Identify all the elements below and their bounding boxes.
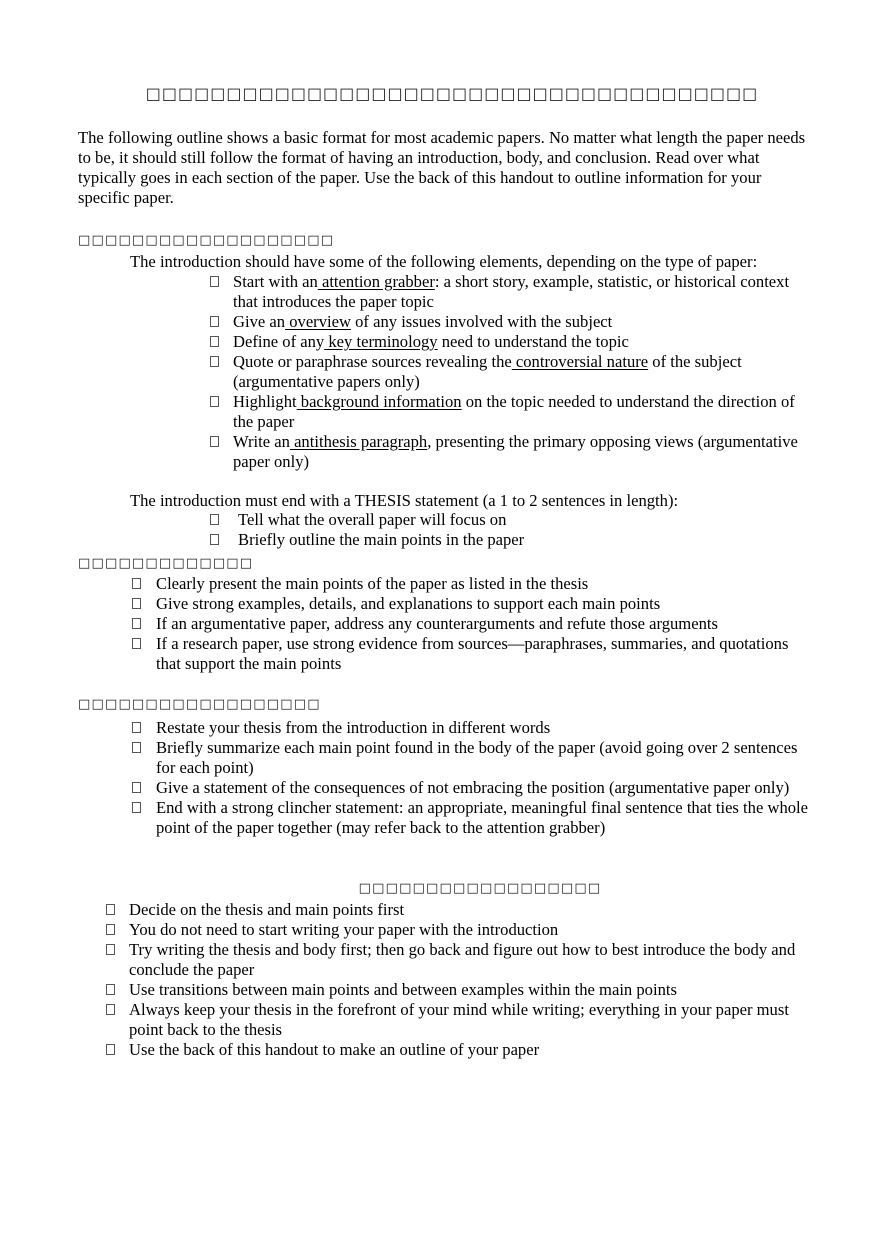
list-item: Briefly outline the main points in the paper (210, 530, 810, 550)
tips-list (106, 900, 806, 1060)
checkbox-icon (210, 336, 219, 347)
list-item: Restate your thesis from the introduction in different words (132, 718, 812, 738)
checkbox-icon (132, 722, 141, 733)
key-term: controversial nature (511, 352, 649, 371)
body-heading: □□□□□□□□□□□□□ (78, 556, 254, 571)
list-item: Always keep your thesis in the forefront of your mind while writing; everything in your paper must point back to the thesis (106, 1000, 806, 1040)
checkbox-icon (210, 396, 219, 407)
thesis-lead: The introduction must end with a THESIS statement (a 1 to 2 sentences in length): (130, 491, 679, 510)
intro-paragraph: The following outline shows a basic format for most academic papers. No matter what length the paper needs to be, it should still follow the format of having an introduction, body, and conclusion. Read over what typically goes in each section of the paper. Use the back of this handout to outline information for your specific paper. (78, 128, 806, 207)
checkbox-icon (132, 578, 141, 589)
list-item: Try writing the thesis and body first; then go back and figure out how to best introduce the body and conclude the paper (106, 940, 806, 980)
checkbox-icon (210, 514, 219, 525)
list-item: Use transitions between main points and between examples within the main points (106, 980, 806, 1000)
thesis-list (210, 510, 810, 550)
checkbox-icon (210, 356, 219, 367)
checkbox-icon (106, 1004, 115, 1015)
checkbox-icon (210, 316, 219, 327)
list-item: Quote or paraphrase sources revealing the controversial nature of the subject (argumentative papers only) (210, 352, 810, 392)
list-item: Highlight background information on the topic needed to understand the direction of the paper (210, 392, 810, 432)
conclusion-list (132, 718, 812, 838)
checkbox-icon (132, 618, 141, 629)
key-term: attention grabber (317, 272, 435, 291)
list-item: Give a statement of the consequences of not embracing the position (argumentative paper only) (132, 778, 812, 798)
list-item: Briefly summarize each main point found in the body of the paper (avoid going over 2 sentences for each point) (132, 738, 812, 778)
introduction-heading: □□□□□□□□□□□□□□□□□□□ (78, 233, 335, 248)
introduction-lead: The introduction should have some of the following elements, depending on the type of paper: (130, 252, 758, 271)
list-item: Decide on the thesis and main points first (106, 900, 806, 920)
key-term: antithesis paragraph (289, 432, 428, 451)
list-item: End with a strong clincher statement: an appropriate, meaningful final sentence that ties the whole point of the paper together (may refer back to the attention grabber) (132, 798, 812, 838)
list-item: Clearly present the main points of the paper as listed in the thesis (132, 574, 812, 594)
checkbox-icon (106, 924, 115, 935)
checkbox-icon (132, 782, 141, 793)
list-item: Use the back of this handout to make an outline of your paper (106, 1040, 806, 1060)
key-term: overview (285, 312, 351, 331)
list-item: You do not need to start writing your paper with the introduction (106, 920, 806, 940)
list-item: Define of any key terminology need to understand the topic (210, 332, 810, 352)
list-item: Start with an attention grabber: a short story, example, statistic, or historical context that introduces the paper topic (210, 272, 810, 312)
checkbox-icon (106, 984, 115, 995)
list-item: Write an antithesis paragraph, presenting the primary opposing views (argumentative paper only) (210, 432, 810, 472)
conclusion-heading: □□□□□□□□□□□□□□□□□□ (78, 697, 321, 712)
page-title: □□□□□□□□□□□□□□□□□□□□□□□□□□□□□□□□□□□□□□ (145, 84, 759, 103)
list-item: Tell what the overall paper will focus on (210, 510, 810, 530)
checkbox-icon (132, 802, 141, 813)
checkbox-icon (106, 944, 115, 955)
checkbox-icon (210, 534, 219, 545)
key-term: key terminology (324, 332, 438, 351)
list-item: If an argumentative paper, address any counterarguments and refute those arguments (132, 614, 812, 634)
tips-heading: □□□□□□□□□□□□□□□□□□ (358, 881, 602, 896)
checkbox-icon (106, 904, 115, 915)
body-list (132, 574, 812, 674)
checkbox-icon (132, 742, 141, 753)
key-term: background information (296, 392, 462, 411)
checkbox-icon (210, 276, 219, 287)
list-item: If a research paper, use strong evidence from sources—paraphrases, summaries, and quotations that support the main points (132, 634, 812, 674)
list-item: Give strong examples, details, and explanations to support each main points (132, 594, 812, 614)
checkbox-icon (132, 638, 141, 649)
checkbox-icon (106, 1044, 115, 1055)
list-item: Give an overview of any issues involved with the subject (210, 312, 810, 332)
introduction-element-list (210, 272, 810, 472)
checkbox-icon (210, 436, 219, 447)
checkbox-icon (132, 598, 141, 609)
